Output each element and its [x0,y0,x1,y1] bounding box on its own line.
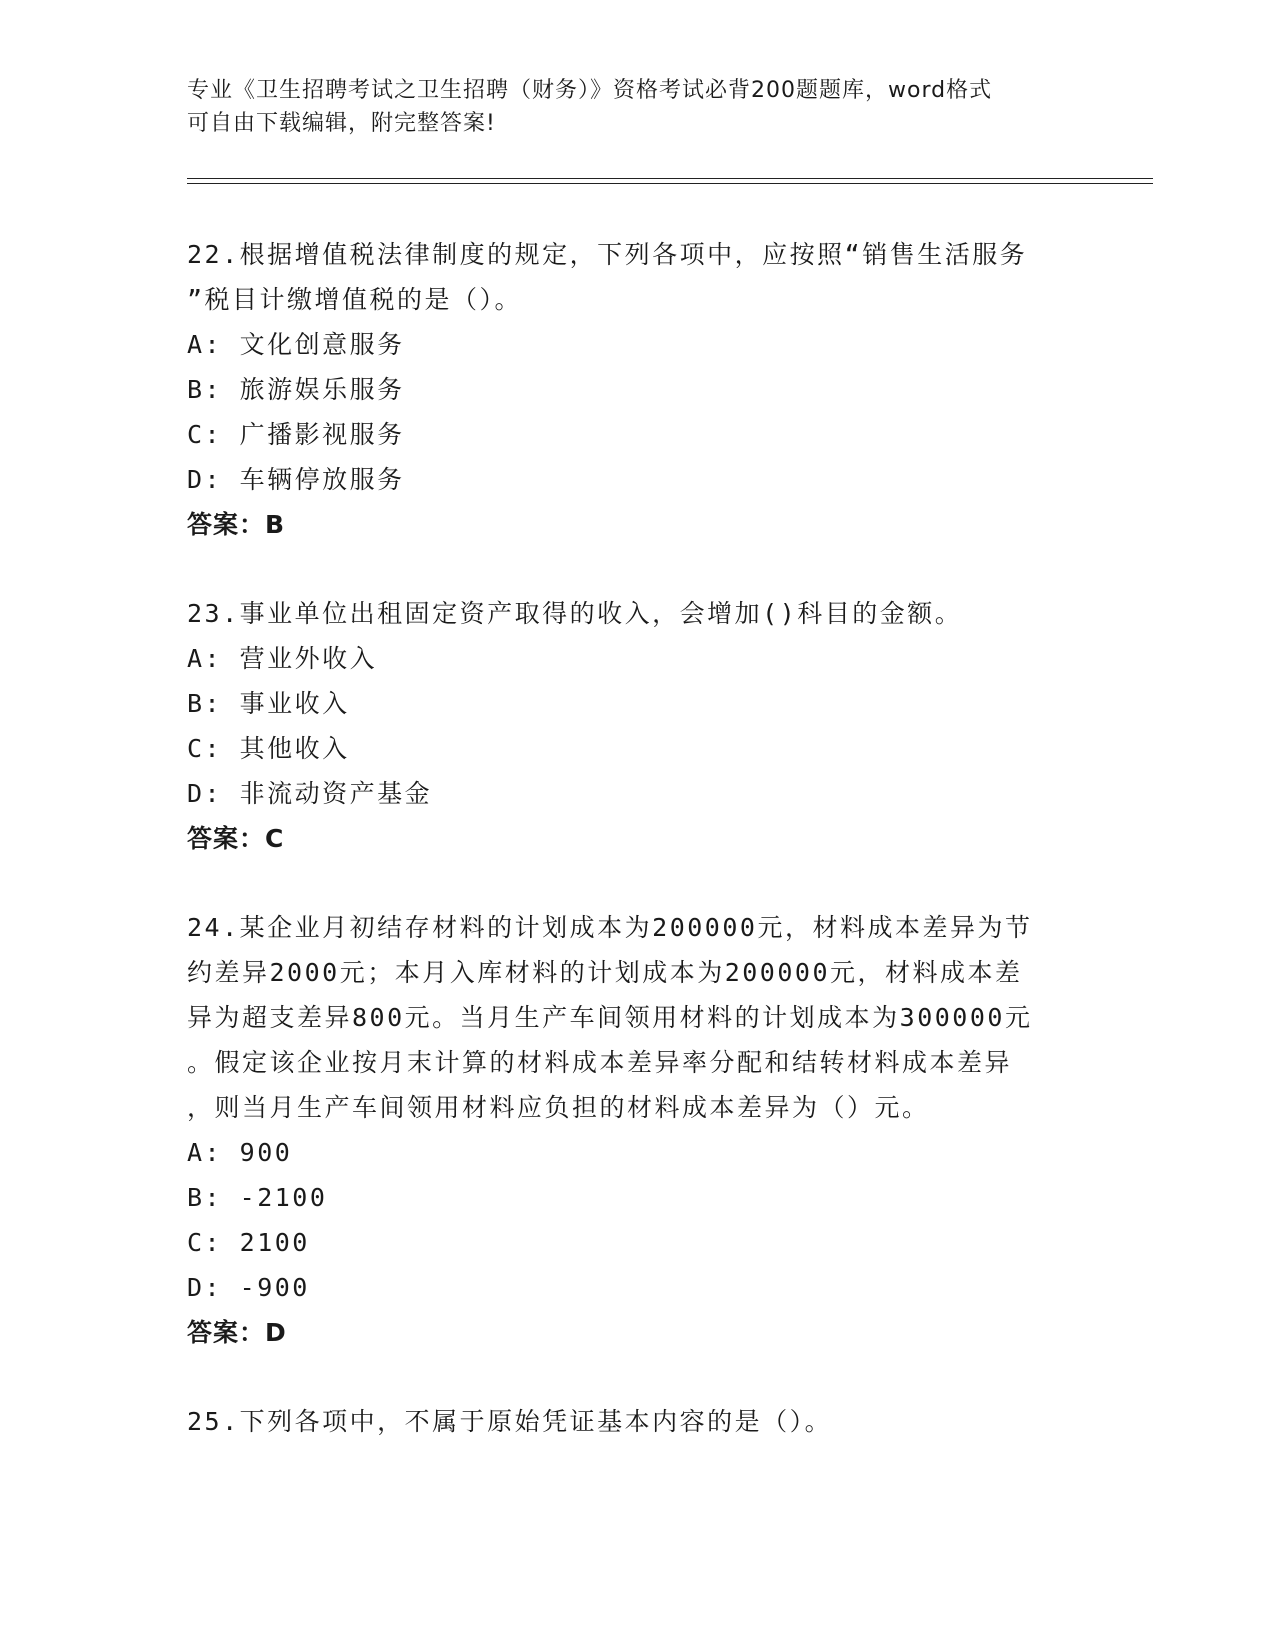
option-b: B: -2100 [187,1183,328,1212]
document-header [187,74,1067,140]
option-a: A: 营业外收入 [187,644,378,673]
question-24 [187,905,1087,1355]
answer-label: 答案：C [187,824,285,853]
option-b: B: 旅游娱乐服务 [187,375,405,404]
option-c: C: 2100 [187,1228,310,1257]
question-text-line: 约差异2000元；本月入库材料的计划成本为200000元，材料成本差 [187,958,1023,987]
question-text-line: 。假定该企业按月末计算的材料成本差异率分配和结转材料成本差异 [187,1048,1013,1077]
question-23 [187,591,1087,861]
question-25 [187,1399,1087,1444]
header-divider-top [187,178,1153,179]
header-divider-bottom [187,183,1153,184]
question-text-line: ”税目计缴增值税的是（）。 [187,285,523,314]
answer-label: 答案：D [187,1318,287,1347]
question-text-line: 23.事业单位出租固定资产取得的收入，会增加()科目的金额。 [187,599,963,628]
option-d: D: -900 [187,1273,310,1302]
header-line-2: 可自由下载编辑，附完整答案! [187,111,496,136]
option-d: D: 车辆停放服务 [187,465,405,494]
option-d: D: 非流动资产基金 [187,779,433,808]
question-text-line: 异为超支差异800元。当月生产车间领用材料的计划成本为300000元 [187,1003,1033,1032]
header-line-1: 专业《卫生招聘考试之卫生招聘（财务）》资格考试必背200题题库，word格式 [187,78,993,103]
option-b: B: 事业收入 [187,689,350,718]
question-22 [187,232,1087,547]
option-c: C: 广播影视服务 [187,420,405,449]
question-text-line: 24.某企业月初结存材料的计划成本为200000元，材料成本差异为节 [187,913,1033,942]
question-text-line: 25.下列各项中，不属于原始凭证基本内容的是（）。 [187,1407,833,1436]
option-a: A: 900 [187,1138,293,1167]
option-a: A: 文化创意服务 [187,330,405,359]
question-text-line: ，则当月生产车间领用材料应负担的材料成本差异为（）元。 [187,1093,930,1122]
answer-label: 答案：B [187,510,286,539]
option-c: C: 其他收入 [187,734,350,763]
question-list [187,232,1087,1488]
question-text-line: 22.根据增值税法律制度的规定，下列各项中，应按照“销售生活服务 [187,240,1028,269]
